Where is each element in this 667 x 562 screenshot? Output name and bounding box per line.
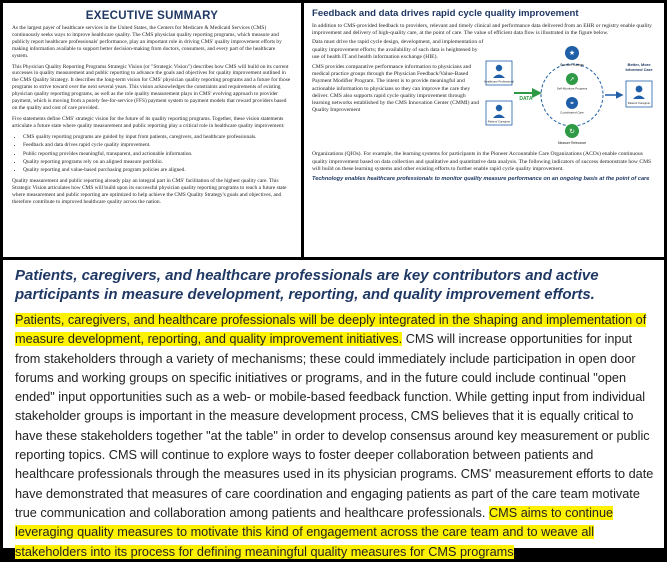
feedback-paragraph: Data must drive the rapid cycle design, development, and implementation of quality improvement efforts; the availability of such data is heightened by use of health IT and health information exchange (HIE). bbox=[312, 39, 484, 60]
doctor-icon bbox=[496, 65, 502, 71]
feedback-left-column bbox=[312, 39, 484, 151]
svg-text:Measure Relevance: Measure Relevance bbox=[557, 141, 587, 146]
coordinated-care-node bbox=[560, 97, 584, 115]
data-label: DATA bbox=[519, 96, 533, 103]
feedback-footer: Technology enables healthcare professionals to monitor quality measure performance on an ongoing basis at the point of care bbox=[312, 176, 650, 183]
svg-text:Patient/ Caregiver: Patient/ Caregiver bbox=[487, 119, 511, 124]
svg-text:Healthcare Professional: Healthcare Professional bbox=[484, 79, 514, 84]
executive-summary-panel bbox=[3, 3, 301, 257]
es-paragraph: Five statements define CMS' strategic vision for the future of its quality reporting programs. Together, these vision statements articulate a future state where quality measurement and public reporting play a critical role in healthcare quality improvement: bbox=[12, 115, 285, 129]
body-text: . bbox=[513, 544, 518, 559]
patient-icon bbox=[636, 86, 643, 93]
measure-relevance-node bbox=[558, 124, 587, 145]
better-care-label-line1: Better, More bbox=[627, 62, 651, 68]
svg-text:Coordinated Care: Coordinated Care bbox=[560, 110, 584, 115]
healthcare-professional-node bbox=[484, 61, 514, 85]
svg-text:Self-Monitors Progress: Self-Monitors Progress bbox=[556, 86, 588, 91]
svg-text:⚭: ⚭ bbox=[569, 100, 575, 108]
list-item: • Quality reporting and value-based purchasing program policies are aligned. bbox=[23, 167, 292, 174]
patients-section-heading: Patients, caregivers, and healthcare professionals are key contributors and active participants in measure development, reporting, and quality improvement efforts. bbox=[15, 267, 599, 303]
body-text: CMS will increase opportunities for input from stakeholders through a variety of mechanisms; these could immediately include participation in open door forums and working groups on specific initiatives or programs, and in the future could include continual "open ended" input opportunities such as a web- or mobile-based feedback function. While getting input from individual stakeholder groups is important in the measure development process, CMS believes that it is equally critical to have these stakeholders together "at the table" in order to develop consensus around key measurement or public reporting topics. CMS will continue to explore ways to foster deeper collaboration between patients and healthcare professionals through the measures used in its physician programs. CMS' measurement efforts to date have demonstrated that measures of care coordination and engaging patients as part of the care team motivate true communication and collaboration among patients and healthcare professionals. bbox=[15, 332, 654, 520]
svg-text:↻: ↻ bbox=[569, 127, 575, 136]
feedback-data-panel bbox=[304, 3, 664, 257]
executive-summary-body bbox=[3, 25, 301, 206]
svg-text:↗: ↗ bbox=[569, 76, 575, 84]
list-item: • Quality reporting programs rely on an aligned measure portfolio. bbox=[23, 159, 292, 166]
patients-section-panel bbox=[3, 260, 664, 559]
list-item: • Feedback and data drives rapid cycle quality improvement. bbox=[23, 142, 292, 149]
data-flow-diagram-svg bbox=[484, 39, 656, 151]
es-closing-paragraph: Quality measurement and public reporting already play an integral part in CMS' facilitation of the highest quality care. This Strategic Vision articulates how CMS will build upon its successful physician quality reporting programs to reach a future state where measurement and public reporting are optimized to help achieve the CMS Quality Strategy's goals and objectives, and therefore contribute to improved healthcare quality across the nation. bbox=[12, 178, 287, 205]
provider-ratings-node bbox=[560, 46, 584, 67]
patient-icon bbox=[496, 105, 502, 111]
self-monitors-node bbox=[557, 73, 588, 91]
feedback-intro: In addition to CMS-provided feedback to providers, relevant and timely clinical and performance data delivered from an EHR or registry enable quality improvement and delivery of high-quality care, at the point of care. The value of efficient data flow is illustrated in the figure below. bbox=[312, 23, 652, 37]
data-flow-diagram bbox=[484, 39, 656, 151]
es-paragraph: This Physician Quality Reporting Programs Strategic Vision (or "Strategic Vision") describes how CMS will build on its current successes in quality measurement and public reporting to advance the goals and objectives for quality improvement outlined in the CMS Quality Strategy. It describes the long-term vision for CMS' physician quality reporting programs and a future for those programs to strive toward over the next several years. This vision acknowledges the constraints and requirements of existing physician quality reporting programs, as well as the role quality measurement plays in CMS' evolving approach to provider payment, which is moving from a purely fee-for-service (FFS) payment system to payment models that reward providers based on the quality and cost of care provided. bbox=[12, 63, 291, 111]
highlighted-text: CMS aims to continue leveraging quality measures to motivate this kind of engagement across the care team and to weave all stakeholders into its process for defining meaningful quality measures for CMS programs bbox=[15, 505, 614, 559]
patient-caregiver-left-node bbox=[486, 101, 512, 125]
feedback-columns bbox=[312, 39, 656, 151]
vision-statements-list bbox=[12, 134, 292, 175]
svg-text:Provider Ratings: Provider Ratings bbox=[560, 63, 584, 68]
feedback-section-title: Feedback and data drives rapid cycle quality improvement bbox=[312, 8, 579, 19]
better-care-label-line2: Informed Care bbox=[625, 67, 653, 73]
executive-summary-title: EXECUTIVE SUMMARY bbox=[85, 10, 219, 22]
feedback-paragraph: Organizations (QIOs). For example, the learning systems for participants in the Pioneer Accountable Care Organizations (ACOs) enable continuous quality improvement based on data collection and qualitative and quantitative data analysis. The following indicators of success demonstrate how CMS will build on these learning systems and other existing efforts to further enable rapid cycle quality improvement. bbox=[312, 151, 652, 172]
svg-text:★: ★ bbox=[568, 49, 576, 58]
patients-section-body bbox=[15, 311, 654, 562]
es-paragraph: As the largest payer of healthcare services in the United States, the Centers for Medicare & Medicaid Services (CMS) continuously seeks ways to improve healthcare quality. The CMS physician quality reporting programs, which measure and publicly report healthcare professionals' performance, play an important role in driving CMS' quality improvement efforts by making information available to support better decision-making from doctors, consumers, and every part of the healthcare system. bbox=[12, 25, 282, 59]
patient-caregiver-right-node bbox=[626, 81, 652, 107]
svg-text:Patient/ Caregiver: Patient/ Caregiver bbox=[627, 101, 651, 106]
list-item: • CMS quality reporting programs are guided by input from patients, caregivers, and healthcare professionals. bbox=[23, 134, 292, 141]
feedback-paragraph: CMS provides comparative performance information to physicians and medical practice groups through the Physician Feedback/Value-Based Payment Modifier Program. The intent is to provide meaningful and actionable information to physicians so they can improve the care they deliver. CMS also supports rapid cycle quality improvement through learning networks established by the CMS Innovation Center (CMMI) and Quality Improvement bbox=[312, 64, 480, 114]
list-item: • Public reporting provides meaningful, transparent, and actionable information. bbox=[23, 151, 292, 158]
feedback-full-paragraph bbox=[312, 151, 656, 173]
highlighted-text: Patients, caregivers, and healthcare professionals will be deeply integrated in the shaping and implementation of measure development, reporting, and quality improvement initiatives. bbox=[15, 313, 647, 347]
